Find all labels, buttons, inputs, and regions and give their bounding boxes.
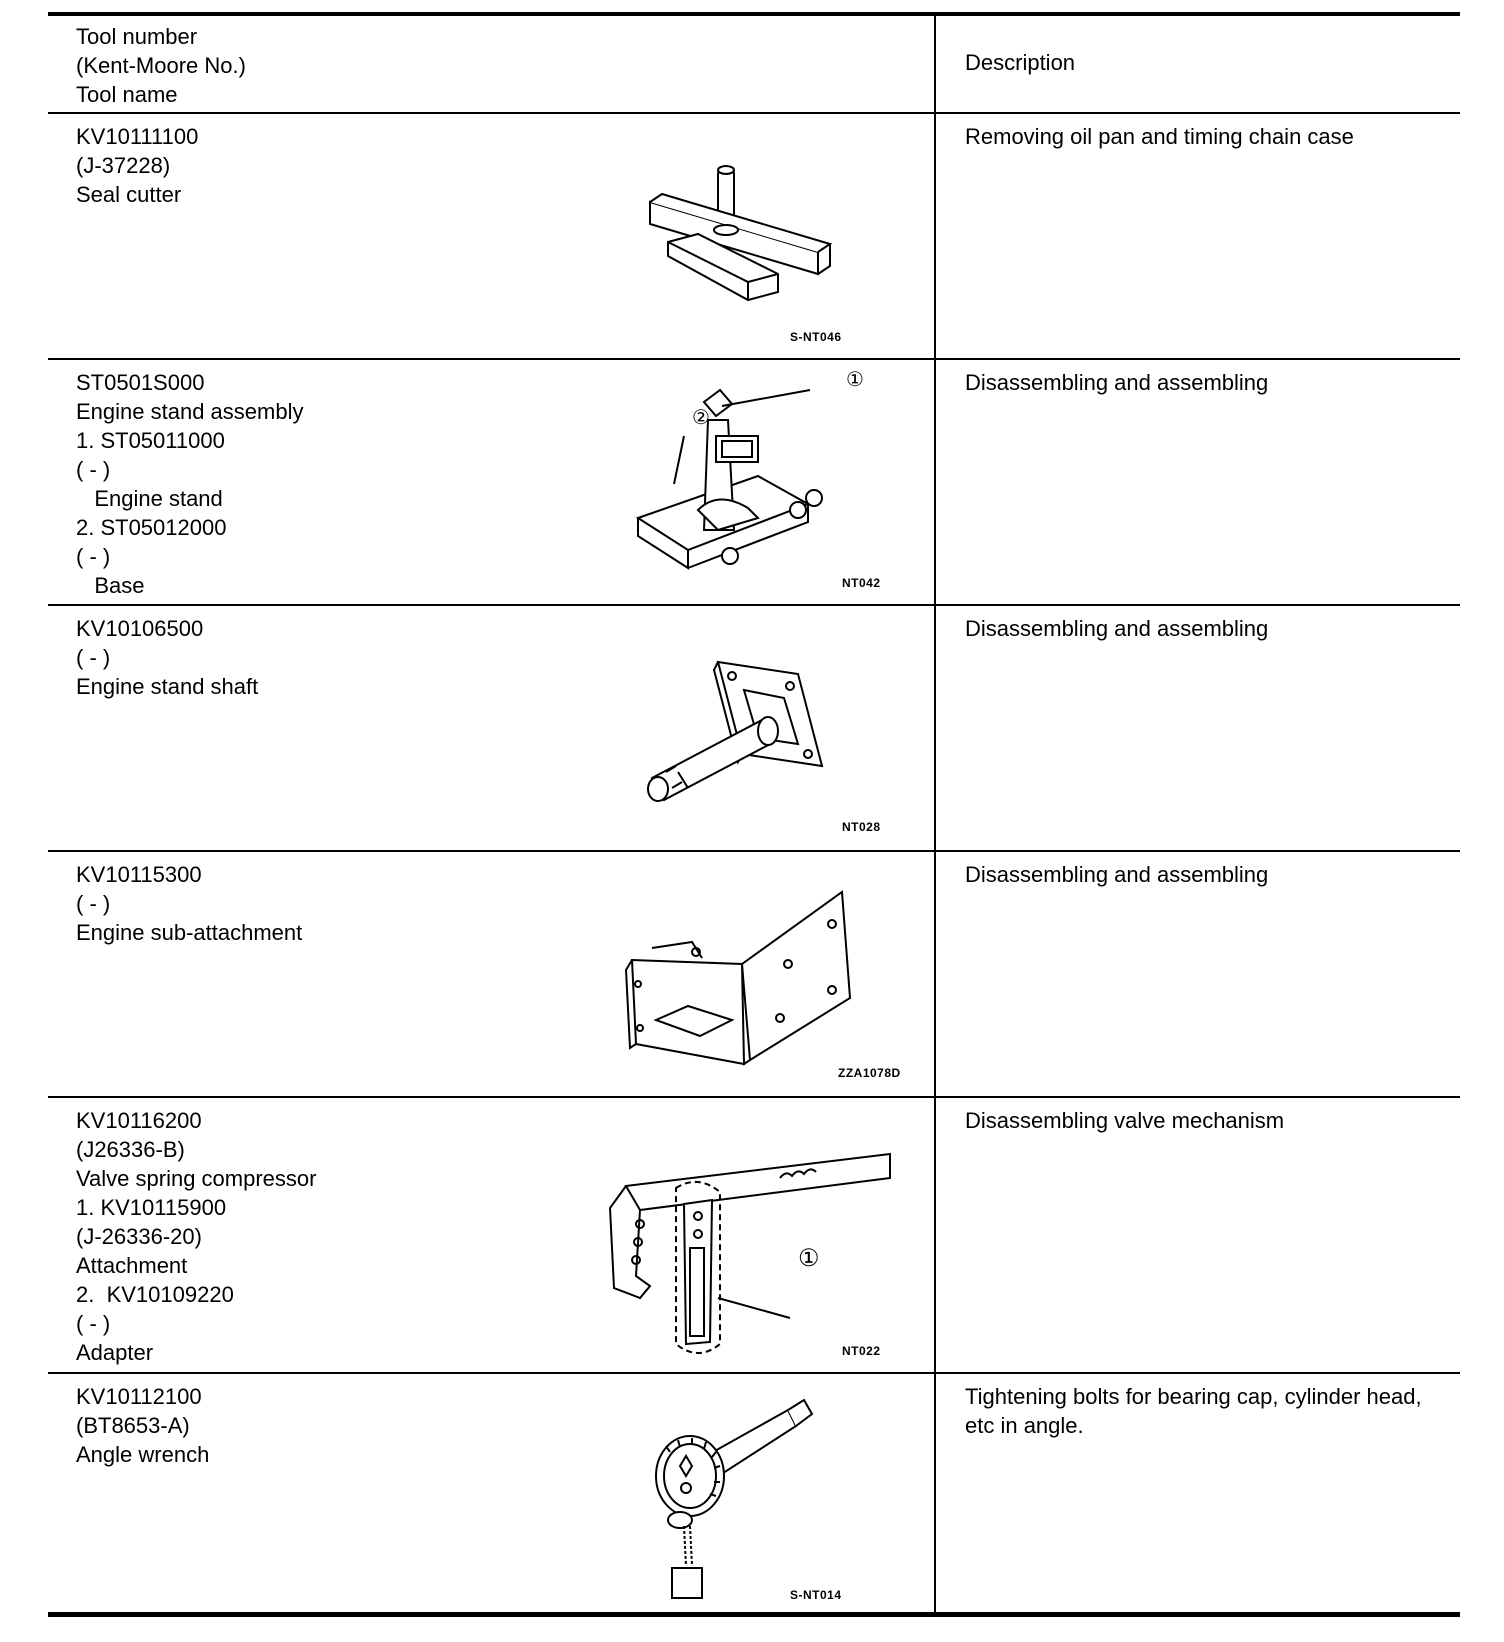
tool-name: Seal cutter xyxy=(76,182,182,207)
tool-name: Engine stand shaft xyxy=(76,674,259,699)
figure-code: NT042 xyxy=(842,576,881,590)
seal-cutter-illustration xyxy=(638,164,848,314)
tool-name: Engine sub-attachment xyxy=(76,920,303,945)
table-row xyxy=(48,114,1460,360)
table-row xyxy=(48,360,1460,606)
tool-part-name: Base xyxy=(76,573,145,598)
tool-part-name: Engine stand xyxy=(76,486,223,511)
tool-name: Angle wrench xyxy=(76,1442,210,1467)
table-row xyxy=(48,1374,1460,1612)
figure-code: ZZA1078D xyxy=(838,1066,901,1080)
table-bottom-rule xyxy=(48,1612,1460,1617)
tool-name: Engine stand assembly xyxy=(76,399,304,424)
header-tool-column xyxy=(76,22,246,109)
tool-part: 1. KV10115900 xyxy=(76,1195,227,1220)
tool-kent-moore: ( - ) xyxy=(76,891,111,916)
header-line: Tool number xyxy=(76,24,198,49)
tool-number: KV10116200 xyxy=(76,1108,202,1133)
tool-kent-moore: (J-26336-20) xyxy=(76,1224,202,1249)
tool-part-name: Adapter xyxy=(76,1340,154,1365)
tool-part-name: Attachment xyxy=(76,1253,188,1278)
tool-kent-moore: ( - ) xyxy=(76,1311,111,1336)
tool-info xyxy=(76,122,198,209)
tool-info xyxy=(76,368,303,600)
tool-info xyxy=(76,1106,316,1367)
angle-wrench-illustration xyxy=(628,1396,848,1606)
tool-number: ST0501S000 xyxy=(76,370,205,395)
figure-code: S-NT014 xyxy=(790,1588,842,1602)
valve-spring-compressor-illustration xyxy=(580,1148,900,1358)
tool-info xyxy=(76,614,258,701)
tool-description: Removing oil pan and timing chain case xyxy=(965,124,1354,149)
header-description: Description xyxy=(965,50,1076,75)
tool-info xyxy=(76,860,302,947)
tool-kent-moore: ( - ) xyxy=(76,544,111,569)
figure-code: NT028 xyxy=(842,820,881,834)
callout-1: ① xyxy=(798,1245,821,1272)
tool-number: KV10115300 xyxy=(76,862,202,887)
table-row xyxy=(48,606,1460,852)
table-row xyxy=(48,1098,1460,1374)
tool-kent-moore: (J26336-B) xyxy=(76,1137,185,1162)
tool-part: 2. KV10109220 xyxy=(76,1282,234,1307)
tool-name: Valve spring compressor xyxy=(76,1166,317,1191)
header-line: (Kent-Moore No.) xyxy=(76,53,246,78)
header-line: Tool name xyxy=(76,82,178,107)
tool-number: KV10111100 xyxy=(76,124,199,149)
tool-kent-moore: ( - ) xyxy=(76,645,111,670)
tool-part: 1. ST05011000 xyxy=(76,428,225,453)
tool-number: KV10112100 xyxy=(76,1384,202,1409)
tool-description: Disassembling and assembling xyxy=(965,862,1269,887)
tool-description: Disassembling valve mechanism xyxy=(965,1108,1285,1133)
callout-1: ① xyxy=(846,369,865,391)
tool-kent-moore: ( - ) xyxy=(76,457,111,482)
tool-part: 2. ST05012000 xyxy=(76,515,227,540)
table-header-row xyxy=(48,16,1460,114)
table-row xyxy=(48,852,1460,1098)
figure-code: S-NT046 xyxy=(790,330,842,344)
tool-description: Tightening bolts for bearing cap, cylinder head, etc in angle. xyxy=(965,1384,1422,1438)
callout-2: ② xyxy=(692,407,711,429)
sub-attachment-illustration xyxy=(592,888,892,1068)
tool-description: Disassembling and assembling xyxy=(965,370,1269,395)
tool-info xyxy=(76,1382,209,1469)
stand-shaft-illustration xyxy=(622,654,862,804)
tool-kent-moore: (J-37228) xyxy=(76,153,171,178)
tool-number: KV10106500 xyxy=(76,616,204,641)
tool-description: Disassembling and assembling xyxy=(965,616,1269,641)
tool-kent-moore: (BT8653-A) xyxy=(76,1413,190,1438)
figure-code: NT022 xyxy=(842,1344,881,1358)
engine-stand-illustration xyxy=(608,380,868,590)
